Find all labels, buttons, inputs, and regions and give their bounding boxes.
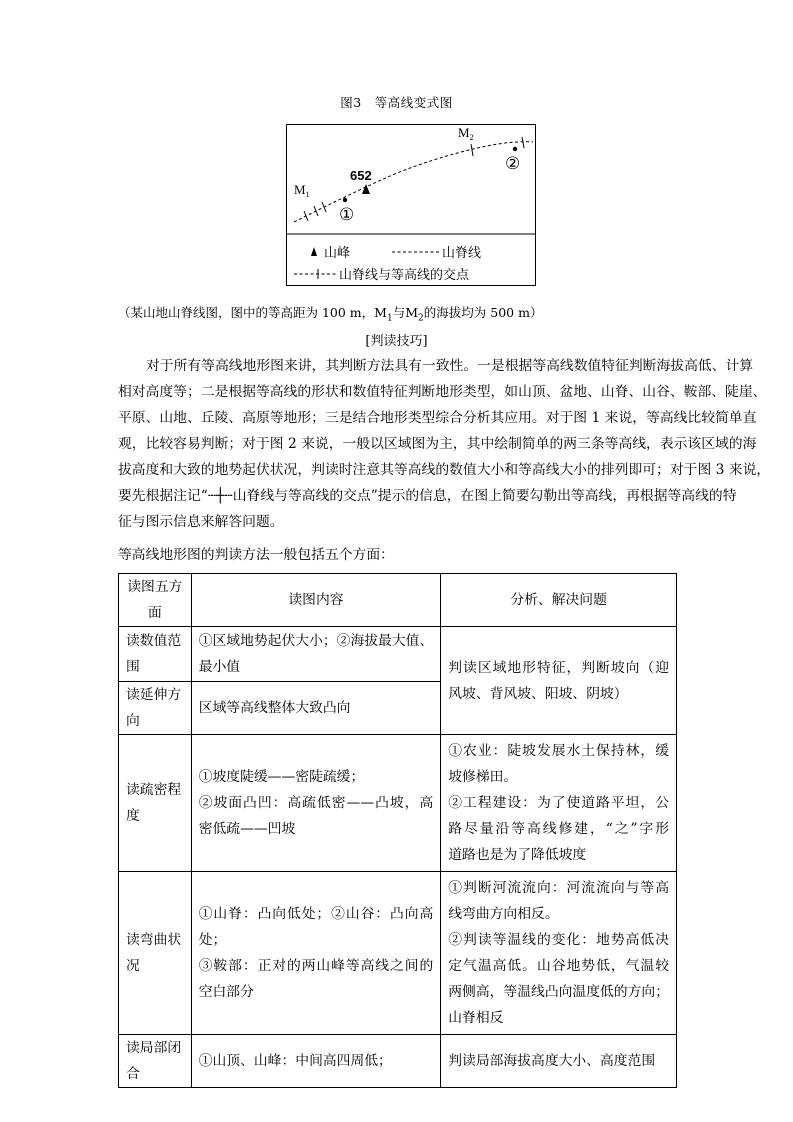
content-cell: 区域等高线整体大致凸向 bbox=[191, 682, 441, 735]
point-1-label: ① bbox=[339, 205, 355, 225]
analysis-cell: ①判断河流流向：河流流向与等高 线弯曲方向相反。 ②判读等温线的变化：地势高低决 定气温高低。山谷地势低，气温较 两侧高，等温线凸向温度低的方向； 山脊相反 bbox=[441, 872, 677, 1035]
figure-title: 图3 等高线变式图 bbox=[340, 95, 453, 110]
tips-paragraph bbox=[118, 353, 771, 535]
point-1-dot bbox=[343, 198, 347, 202]
content-cell: ①山脊：凸向低处；②山谷：凸向高 处； ③鞍部：正对的两山峰等高线之间的 空白部分 bbox=[191, 872, 441, 1035]
ridge-line-diagram bbox=[286, 124, 536, 286]
header-content: 读图内容 bbox=[191, 574, 441, 627]
header-analysis: 分析、解决问题 bbox=[441, 574, 677, 627]
aspect-cell: 读弯曲状况 bbox=[119, 872, 192, 1035]
ridge-line-figure bbox=[286, 124, 536, 286]
paragraph-line: 平原、山地、丘陵、高原等地形；三是结合地形类型综合分析其应用。对于图 1 来说，等高线比较简单直 bbox=[118, 410, 757, 426]
m1-label: $M_1$ bbox=[294, 182, 310, 199]
paragraph-line: 观，比较容易判断；对于图 2 来说，一般以区域图为主，其中绘制简单的两三条等高线，表示该区域的海 bbox=[118, 436, 757, 452]
aspect-cell: 读数值范围 bbox=[119, 627, 192, 682]
figure-frame bbox=[287, 125, 536, 286]
paragraph-line: 征与图示信息来解答问题。 bbox=[118, 514, 284, 530]
aspect-cell: 读疏密程度 bbox=[119, 735, 192, 872]
content-cell: ①山顶、山峰：中间高四周低； bbox=[191, 1035, 441, 1088]
legend-intersection-label: 山脊线与等高线的交点 bbox=[339, 268, 470, 283]
analysis-cell: 判读区域地形特征，判断坡向（迎 风坡、背风坡、阳坡、阴坡） bbox=[441, 627, 677, 735]
table-header-row bbox=[119, 574, 677, 627]
aspect-cell: 读延伸方向 bbox=[119, 682, 192, 735]
paragraph-line: 拔高度和大致的地势起伏状况，判读时注意其等高线的数值大小和等高线大小的排列即可；对于图 3 来说， bbox=[118, 462, 771, 478]
reading-methods-table bbox=[118, 573, 677, 1088]
legend-ridge-label: 山脊线 bbox=[442, 246, 482, 261]
peak-height-label: 652 bbox=[350, 168, 372, 183]
table-row bbox=[119, 1035, 677, 1088]
table-row bbox=[119, 872, 677, 1035]
figure-caption: （某山地山脊线图，图中的等高距为 100 m，$M_1$与$M_2$的海拔均为 500 m） bbox=[118, 305, 543, 324]
table-row bbox=[119, 627, 677, 682]
legend-peak-label: 山峰 bbox=[324, 246, 351, 261]
analysis-cell: ①农业：陡坡发展水土保持林，缓 坡修梯田。 ②工程建设：为了使道路平坦，公 路尽量沿等高线修建，“之”字形 道路也是为了降低坡度 bbox=[441, 735, 677, 872]
section-heading: [判读技巧] bbox=[365, 334, 428, 349]
table-row bbox=[119, 735, 677, 872]
paragraph-line: 相对高度等；二是根据等高线的形状和数值特征判断地形类型，如山顶、盆地、山脊、山谷、鞍部、陡崖、 bbox=[118, 384, 767, 400]
point-2-label: ② bbox=[505, 154, 521, 174]
m2-label: $M_2$ bbox=[458, 125, 474, 142]
point-2-dot bbox=[513, 147, 517, 151]
content-cell: ①区域地势起伏大小；②海拔最大值、 最小值 bbox=[191, 627, 441, 682]
paragraph-line: 对于所有等高线地形图来讲，其判断方法具有一致性。一是根据等高线数值特征判断海拔高低、计算 bbox=[146, 358, 754, 374]
table-intro: 等高线地形图的判读方法一般包括五个方面： bbox=[118, 547, 394, 563]
header-aspect: 读图五方面 bbox=[119, 574, 192, 627]
analysis-cell: 判读局部海拔高度大小、高度范围 bbox=[441, 1035, 677, 1088]
content-cell: ①坡度陡缓——密陡疏缓； ②坡面凸凹：高疏低密——凸坡，高 密低疏——凹坡 bbox=[191, 735, 441, 872]
aspect-cell: 读局部闭合 bbox=[119, 1035, 192, 1088]
paragraph-line: 要先根据注记“┄┼┄山脊线与等高线的交点”提示的信息，在图上简要勾勒出等高线，再根据等高线的特 bbox=[118, 488, 737, 504]
